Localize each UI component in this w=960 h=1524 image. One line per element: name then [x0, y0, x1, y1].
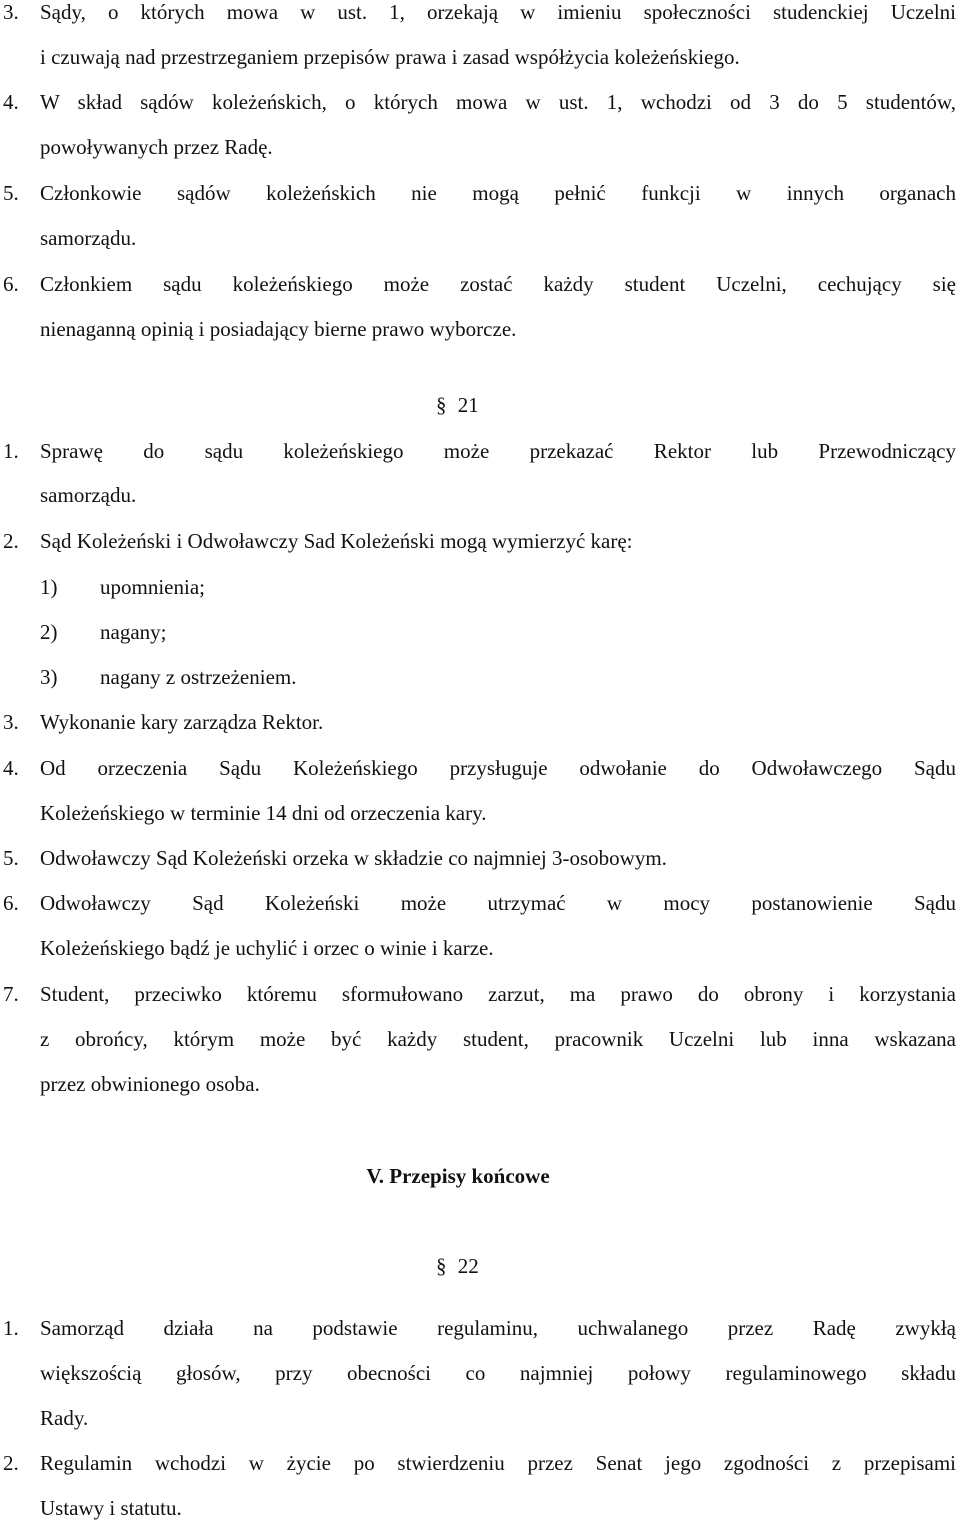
item-text-line: Odwoławczy Sąd Koleżeński orzeka w składzie co najmniej 3-osobowym. — [40, 846, 667, 870]
item-text-line: Wykonanie kary zarządza Rektor. — [40, 710, 324, 734]
item-number: 4. — [3, 90, 19, 114]
item-text-line: Członkiem sądu koleżeńskiego może zostać każdy student Uczelni, cechujący się — [40, 272, 956, 296]
item-text-line: przez obwinionego osoba. — [40, 1072, 260, 1096]
item-number: 6. — [3, 272, 19, 296]
section-number: 22 — [457, 1254, 479, 1278]
item-text-line: Koleżeńskiego w terminie 14 dni od orzeczenia kary. — [40, 801, 487, 825]
item-number: 1. — [3, 439, 19, 463]
item-text-line: Odwoławczy Sąd Koleżeński może utrzymać w mocy postanowienie Sądu — [40, 891, 956, 915]
penalty-text: upomnienia; — [100, 575, 205, 599]
section-heading-21 — [436, 393, 479, 417]
item-text-line: samorządu. — [40, 226, 137, 250]
item-text-line: Od orzeczenia Sądu Koleżeńskiego przysługuje odwołanie do Odwoławczego Sądu — [40, 756, 956, 780]
item-text-line: z obrońcy, którym może być każdy student, pracownik Uczelni lub inna wskazana — [40, 1027, 956, 1051]
item-text-line: W skład sądów koleżeńskich, o których mowa w ust. 1, wchodzi od 3 do 5 studentów, — [40, 90, 956, 114]
penalty-text: nagany z ostrzeżeniem. — [100, 665, 297, 689]
item-number: 2. — [3, 1451, 19, 1475]
item-text-line: Ustawy i statutu. — [40, 1496, 182, 1520]
item-number: 5. — [3, 846, 19, 870]
item-text-line: Regulamin wchodzi w życie po stwierdzeniu przez Senat jego zgodności z przepisami — [40, 1451, 956, 1475]
item-number: 6. — [3, 891, 19, 915]
item-text-line: Student, przeciwko któremu sformułowano zarzut, ma prawo do obrony i korzystania — [40, 982, 956, 1006]
section-heading-22 — [436, 1254, 479, 1278]
item-number: 5. — [3, 181, 19, 205]
item-text-line: większością głosów, przy obecności co najmniej połowy regulaminowego składu — [40, 1361, 956, 1385]
item-number: 4. — [3, 756, 19, 780]
penalty-number: 2) — [40, 620, 58, 644]
item-number: 7. — [3, 982, 19, 1006]
item-text-line: Sąd Koleżeński i Odwoławczy Sad Koleżeński mogą wymierzyć karę: — [40, 529, 633, 553]
item-text-line: Sprawę do sądu koleżeńskiego może przekazać Rektor lub Przewodniczący — [40, 439, 956, 463]
item-number: 3. — [3, 0, 19, 24]
item-text-line: Koleżeńskiego bądź je uchylić i orzec o winie i karze. — [40, 936, 494, 960]
item-number: 1. — [3, 1316, 19, 1340]
item-number: 3. — [3, 710, 19, 734]
section-symbol: § — [436, 1254, 447, 1278]
item-text-line: nienaganną opinią i posiadający bierne prawo wyborcze. — [40, 317, 517, 341]
penalty-text: nagany; — [100, 620, 167, 644]
item-text-line: Samorząd działa na podstawie regulaminu, uchwalanego przez Radę zwykłą — [40, 1316, 956, 1340]
penalty-number: 1) — [40, 575, 58, 599]
item-text-line: samorządu. — [40, 483, 137, 507]
section-number: 21 — [457, 393, 479, 417]
item-text-line: Członkowie sądów koleżeńskich nie mogą pełnić funkcji w innych organach — [40, 181, 956, 205]
section-symbol: § — [436, 393, 447, 417]
item-number: 2. — [3, 529, 19, 553]
penalty-number: 3) — [40, 665, 58, 689]
item-text-line: Sądy, o których mowa w ust. 1, orzekają w imieniu społeczności studenckiej Uczelni — [40, 0, 956, 24]
item-text-line: Rady. — [40, 1406, 89, 1430]
chapter-heading: V. Przepisy końcowe — [366, 1164, 550, 1188]
item-text-line: i czuwają nad przestrzeganiem przepisów prawa i zasad współżycia koleżeńskiego. — [40, 45, 740, 69]
item-text-line: powoływanych przez Radę. — [40, 135, 273, 159]
